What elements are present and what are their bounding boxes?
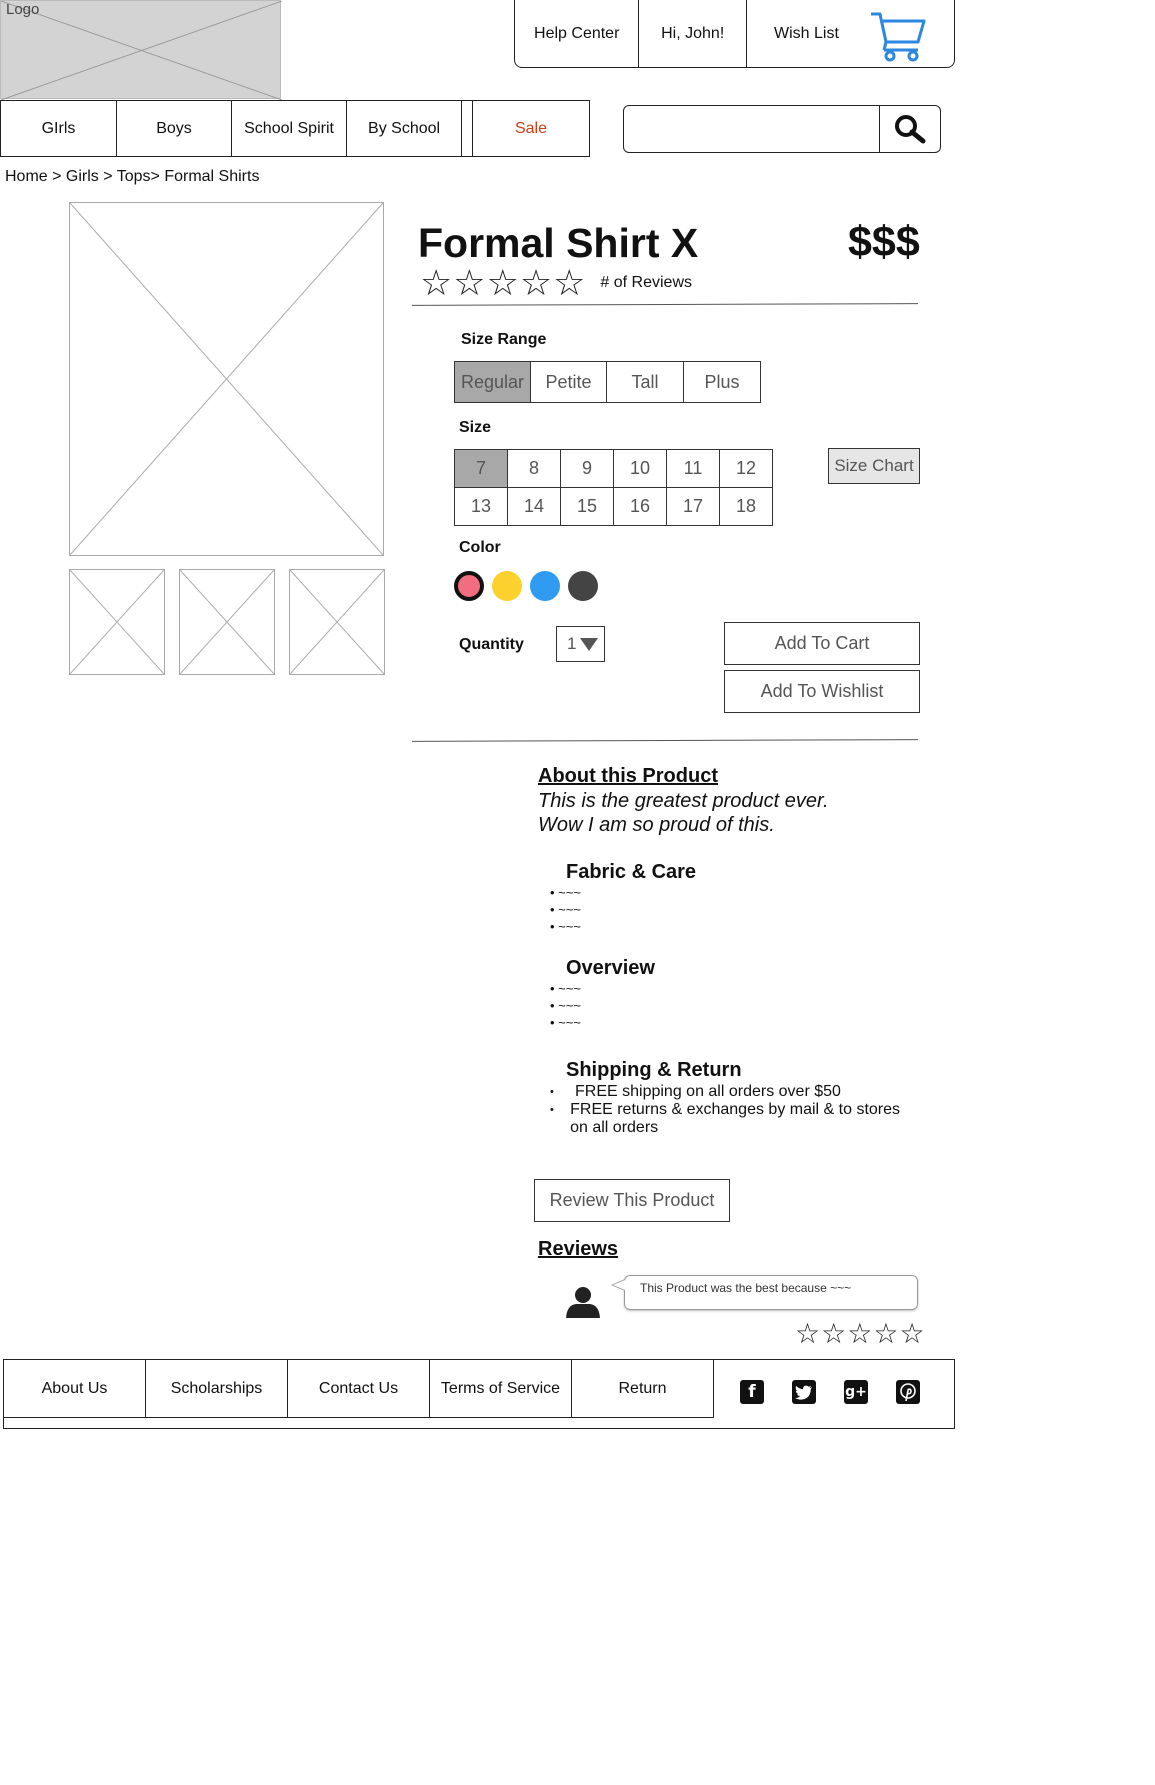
bullet-icon: • bbox=[550, 1086, 554, 1098]
quantity-label: Quantity bbox=[459, 636, 524, 653]
star-icon: ☆ bbox=[821, 1318, 847, 1349]
size-option[interactable]: 11 bbox=[667, 450, 720, 488]
footer-link-return[interactable]: Return bbox=[618, 1379, 667, 1397]
shopping-cart-icon[interactable] bbox=[869, 6, 927, 62]
star-icon: ☆ bbox=[873, 1318, 899, 1349]
size-option[interactable]: 14 bbox=[508, 488, 561, 526]
search-bar bbox=[623, 105, 941, 153]
size-option[interactable]: 16 bbox=[614, 488, 667, 526]
size-range-label: Size Range bbox=[461, 331, 547, 348]
facebook-icon[interactable]: f bbox=[740, 1380, 764, 1404]
user-avatar-icon bbox=[564, 1285, 602, 1318]
footer-link-contact-us[interactable]: Contact Us bbox=[288, 1360, 430, 1417]
color-swatch-pink[interactable] bbox=[454, 571, 484, 601]
size-option[interactable]: 10 bbox=[614, 450, 667, 488]
color-swatch-dark-gray[interactable] bbox=[568, 571, 598, 601]
nav-item-boys[interactable]: Boys bbox=[117, 101, 232, 156]
product-thumbnail[interactable] bbox=[69, 569, 165, 675]
help-center-link[interactable]: Help Center bbox=[515, 0, 639, 67]
logo-label: Logo bbox=[6, 1, 40, 18]
star-icon: ☆ bbox=[420, 262, 453, 303]
logo-placeholder[interactable] bbox=[0, 0, 281, 99]
list-item: • ~~~ bbox=[550, 1015, 581, 1030]
size-range-regular[interactable]: Regular bbox=[455, 362, 531, 402]
about-description bbox=[538, 789, 938, 837]
nav-item-by-school[interactable]: By School bbox=[347, 101, 462, 156]
nav-item-school-spirit[interactable]: School Spirit bbox=[232, 101, 347, 156]
color-label: Color bbox=[459, 539, 501, 556]
list-item: • ~~~ bbox=[550, 885, 581, 900]
review-rating bbox=[795, 1320, 926, 1348]
star-icon: ☆ bbox=[486, 262, 519, 303]
bubble-tail bbox=[613, 1280, 625, 1290]
fabric-care-list bbox=[550, 884, 581, 935]
size-range-selector bbox=[454, 361, 761, 403]
review-text: This Product was the best because ~~~ bbox=[640, 1281, 852, 1295]
google-plus-icon[interactable]: g+ bbox=[844, 1380, 868, 1404]
divider bbox=[412, 739, 918, 742]
account-bar bbox=[514, 0, 955, 68]
color-swatch-yellow[interactable] bbox=[492, 571, 522, 601]
list-item bbox=[550, 1083, 910, 1101]
image-placeholder-lines bbox=[180, 570, 274, 674]
magnifier-icon bbox=[894, 114, 926, 144]
image-placeholder-lines bbox=[290, 570, 384, 674]
size-chart-button[interactable]: Size Chart bbox=[828, 448, 920, 484]
search-input[interactable] bbox=[624, 106, 879, 152]
pinterest-icon[interactable] bbox=[896, 1380, 920, 1404]
star-icon: ☆ bbox=[899, 1318, 925, 1349]
bullet-icon: • bbox=[550, 1104, 554, 1116]
nav-gap bbox=[462, 101, 472, 156]
wish-list-link[interactable] bbox=[747, 0, 954, 67]
size-option[interactable]: 7 bbox=[455, 450, 508, 488]
greeting-link[interactable]: Hi, John! bbox=[639, 0, 747, 67]
dropdown-arrow-icon bbox=[580, 638, 598, 651]
size-option[interactable]: 8 bbox=[508, 450, 561, 488]
overview-list bbox=[550, 980, 581, 1031]
about-heading: About this Product bbox=[538, 765, 718, 787]
reviews-count-link[interactable]: # of Reviews bbox=[600, 274, 692, 291]
star-icon: ☆ bbox=[453, 262, 486, 303]
divider bbox=[412, 303, 918, 306]
list-item: • ~~~ bbox=[550, 919, 581, 934]
shipping-list bbox=[550, 1083, 910, 1137]
star-icon: ☆ bbox=[519, 262, 553, 303]
nav-item-sale[interactable]: Sale bbox=[472, 101, 589, 156]
review-product-button[interactable]: Review This Product bbox=[534, 1179, 730, 1222]
list-item: • ~~~ bbox=[550, 902, 581, 917]
size-range-plus[interactable]: Plus bbox=[704, 371, 740, 392]
product-title: Formal Shirt X bbox=[418, 220, 699, 266]
size-option[interactable]: 17 bbox=[667, 488, 720, 526]
add-to-cart-button[interactable]: Add To Cart bbox=[724, 622, 920, 665]
logo-cross-lines bbox=[1, 1, 282, 100]
footer bbox=[3, 1359, 955, 1429]
footer-nav bbox=[3, 1359, 714, 1418]
social-links bbox=[740, 1380, 948, 1404]
review-bubble bbox=[624, 1275, 918, 1310]
reviews-heading: Reviews bbox=[538, 1238, 619, 1260]
twitter-bird-shape bbox=[795, 1385, 813, 1400]
footer-link-about-us[interactable]: About Us bbox=[4, 1360, 146, 1417]
footer-link-terms-of-service[interactable]: Terms of Service bbox=[430, 1360, 572, 1417]
list-item: • ~~~ bbox=[550, 998, 581, 1013]
shipping-item: FREE shipping on all orders over $50 bbox=[575, 1083, 841, 1100]
footer-link-scholarships[interactable]: Scholarships bbox=[146, 1360, 288, 1417]
about-line: Wow I am so proud of this. bbox=[538, 814, 775, 836]
about-line: This is the greatest product ever. bbox=[538, 790, 829, 812]
image-placeholder-lines bbox=[70, 203, 383, 555]
star-icon: ☆ bbox=[795, 1318, 821, 1349]
size-option[interactable]: 12 bbox=[720, 450, 773, 488]
shipping-item: FREE returns & exchanges by mail & to stores on all orders bbox=[570, 1101, 901, 1136]
breadcrumb[interactable]: Home > Girls > Tops> Formal Shirts bbox=[5, 168, 260, 185]
size-option[interactable]: 13 bbox=[455, 488, 508, 526]
color-swatch-blue[interactable] bbox=[530, 571, 560, 601]
size-grid bbox=[454, 449, 773, 526]
pinterest-p-shape bbox=[900, 1383, 916, 1401]
fabric-care-heading: Fabric & Care bbox=[566, 861, 697, 883]
size-option[interactable]: 9 bbox=[561, 450, 614, 488]
overview-heading: Overview bbox=[566, 957, 655, 979]
main-nav bbox=[0, 100, 590, 157]
twitter-icon[interactable] bbox=[792, 1380, 816, 1404]
product-thumbnail[interactable] bbox=[179, 569, 275, 675]
search-button[interactable] bbox=[879, 106, 940, 152]
list-item: • ~~~ bbox=[550, 981, 581, 996]
add-to-wishlist-button[interactable]: Add To Wishlist bbox=[724, 670, 920, 713]
product-main-image[interactable] bbox=[69, 202, 384, 556]
quantity-select[interactable] bbox=[556, 626, 605, 662]
product-thumbnail[interactable] bbox=[289, 569, 385, 675]
size-range-petite[interactable]: Petite bbox=[531, 362, 607, 402]
quantity-value: 1 bbox=[567, 634, 577, 653]
color-swatches bbox=[454, 571, 606, 601]
star-icon: ☆ bbox=[847, 1318, 873, 1349]
size-option[interactable]: 15 bbox=[561, 488, 614, 526]
size-option[interactable]: 18 bbox=[720, 488, 773, 526]
shipping-heading: Shipping & Return bbox=[566, 1059, 742, 1081]
nav-item-girls[interactable]: GIrls bbox=[1, 101, 117, 156]
product-price: $$$ bbox=[848, 218, 920, 266]
product-rating[interactable] bbox=[420, 262, 692, 303]
star-icon: ☆ bbox=[553, 262, 586, 303]
list-item bbox=[550, 1101, 910, 1137]
size-label: Size bbox=[459, 419, 492, 436]
wish-list-label: Wish List bbox=[774, 24, 839, 42]
image-placeholder-lines bbox=[70, 570, 164, 674]
size-range-tall[interactable]: Tall bbox=[607, 362, 684, 402]
